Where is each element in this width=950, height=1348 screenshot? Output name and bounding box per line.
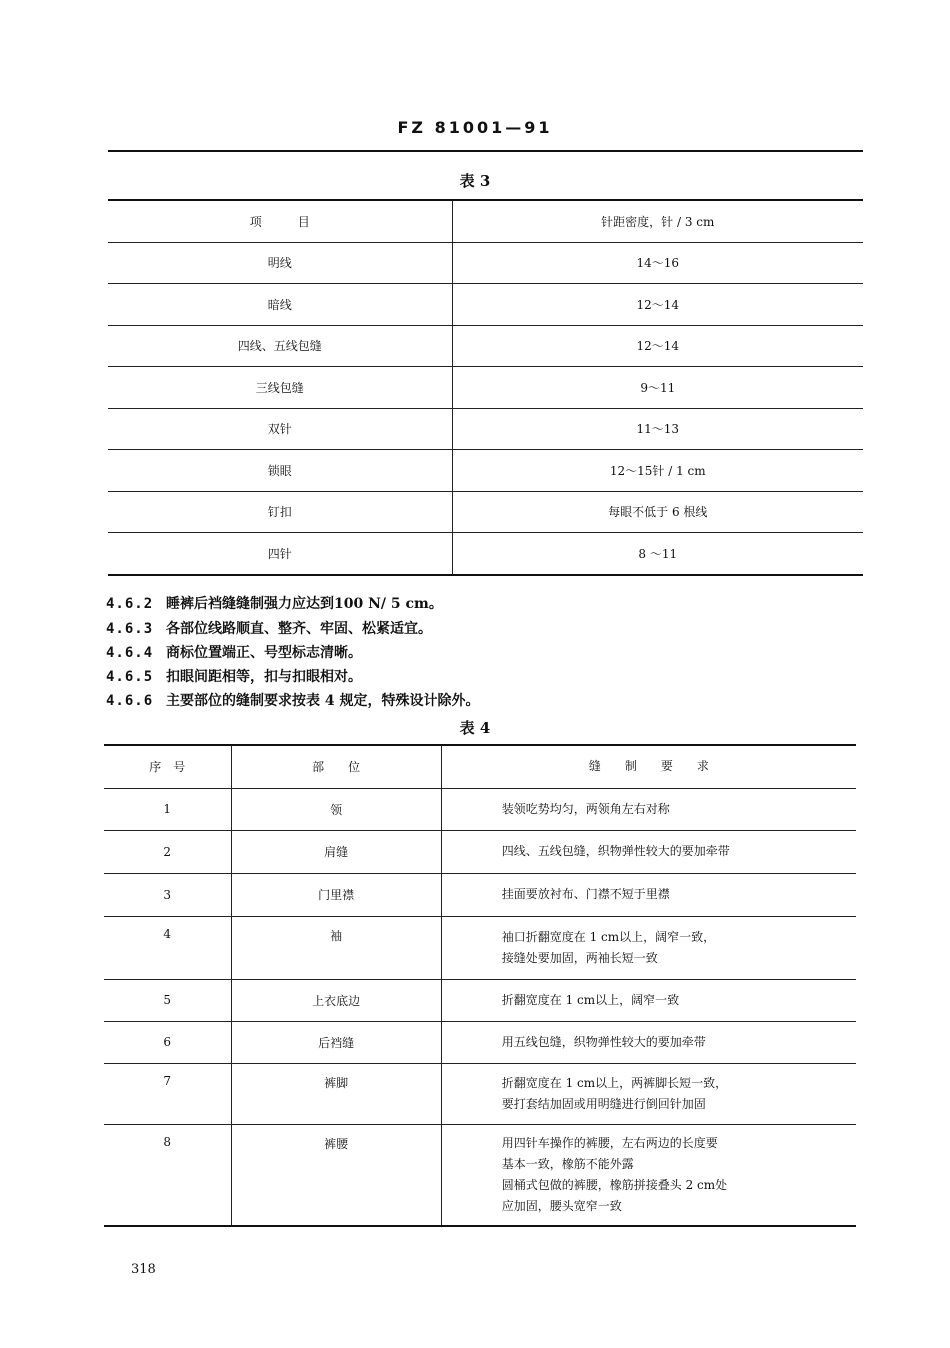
- req-line: 折翻宽度在 1 cm以上，两裤脚长短一致，: [501, 1075, 728, 1090]
- clause-number: 4.6.5: [106, 669, 154, 685]
- table3-item: 明线: [108, 242, 452, 284]
- table3-header-density: 针距密度，针 / 3 cm: [601, 214, 715, 229]
- clause-4-6-2: [106, 594, 443, 614]
- table4-req: [441, 979, 856, 1021]
- table3-header-row: [108, 200, 863, 242]
- table3-density: 12～14: [452, 325, 863, 367]
- table-row: [108, 284, 863, 326]
- clause-number: 4.6.3: [106, 621, 154, 637]
- req-line: 要打套结加固或用明缝进行倒回针加固: [501, 1096, 706, 1111]
- table-row: [104, 1063, 856, 1124]
- req-line: 装领吃势均匀，两领角左右对称: [501, 801, 670, 816]
- table3-item: 双针: [108, 408, 452, 450]
- table4-part: 裤脚: [231, 1063, 441, 1124]
- table4-no: 3: [104, 873, 231, 916]
- table3-item: 钉扣: [108, 491, 452, 533]
- standard-code: FZ 81001—91: [397, 118, 553, 137]
- table4-no: 8: [104, 1124, 231, 1226]
- clause-number: 4.6.2: [106, 596, 154, 612]
- table-row: [108, 491, 863, 533]
- table-row: [104, 830, 856, 873]
- table4-no: 4: [104, 916, 231, 979]
- table4-req: [441, 873, 856, 916]
- page-number: 318: [131, 1262, 156, 1277]
- table-row: [104, 788, 856, 830]
- table3-caption: 表 3: [459, 172, 491, 190]
- table4-no: 7: [104, 1063, 231, 1124]
- table4-part: 上衣底边: [231, 979, 441, 1021]
- table4-req: [441, 1124, 856, 1226]
- table3-header-item: 项 目: [108, 200, 452, 242]
- req-line: 用四针车操作的裤腰，左右两边的长度要: [501, 1135, 718, 1150]
- clause-4-6-4: [106, 643, 362, 663]
- table-row: [104, 873, 856, 916]
- clause-4-6-3: [106, 619, 432, 639]
- table3-item: 四线、五线包缝: [108, 325, 452, 367]
- table3-item: 三线包缝: [108, 367, 452, 409]
- table-row: [104, 979, 856, 1021]
- table4-no: 5: [104, 979, 231, 1021]
- req-line: 圆桶式包做的裤腰，橡筋拼接叠头 2 cm处: [501, 1177, 728, 1192]
- table3-item: 暗线: [108, 284, 452, 326]
- req-line: 接缝处要加固，两袖长短一致: [501, 950, 658, 965]
- clause-text: 扣眼间距相等，扣与扣眼相对。: [166, 669, 362, 685]
- clause-text: 各部位线路顺直、整齐、牢固、松紧适宜。: [166, 621, 432, 637]
- clause-4-6-6: [106, 691, 480, 711]
- req-line: 用五线包缝，织物弹性较大的要加牵带: [501, 1034, 706, 1049]
- table4-req: [441, 1063, 856, 1124]
- table4-part: 门里襟: [231, 873, 441, 916]
- table-row: [108, 367, 863, 409]
- table4-req: [441, 788, 856, 830]
- table3-item: 四针: [108, 533, 452, 575]
- table3-density: 8 ～11: [452, 533, 863, 575]
- table4-header-row: [104, 745, 856, 788]
- table4-header-req: 缝 制 要 求: [588, 759, 709, 774]
- table-row: [108, 242, 863, 284]
- req-line: 挂面要放衬布、门襟不短于里襟: [501, 887, 670, 901]
- table4-part: 裤腰: [231, 1124, 441, 1226]
- req-line: 四线、五线包缝，织物弹性较大的要加牵带: [501, 844, 730, 858]
- clause-text: 商标位置端正、号型标志清晰。: [166, 645, 362, 661]
- req-line: 应加固，腰头宽窄一致: [501, 1198, 622, 1213]
- table4-req: [441, 1021, 856, 1063]
- table4-caption: 表 4: [459, 719, 491, 737]
- table4-no: 6: [104, 1021, 231, 1063]
- clause-4-6-5: [106, 667, 362, 687]
- req-line: 基本一致，橡筋不能外露: [501, 1156, 634, 1171]
- clause-number: 4.6.6: [106, 693, 154, 709]
- table3-item: 锁眼: [108, 450, 452, 492]
- table4-part: 肩缝: [231, 830, 441, 873]
- clause-number: 4.6.4: [106, 645, 154, 661]
- table-row: [104, 916, 856, 979]
- table3-density: 12～15针 / 1 cm: [452, 450, 863, 492]
- table4-part: 袖: [231, 916, 441, 979]
- table3-density: 每眼不低于 6 根线: [452, 491, 863, 533]
- req-line: 折翻宽度在 1 cm以上，阔窄一致: [501, 992, 680, 1007]
- table-row: [104, 1021, 856, 1063]
- table4-req: [441, 916, 856, 979]
- table4-header-part: 部 位: [231, 745, 441, 788]
- table-4: [104, 744, 856, 1227]
- table3-density: 11～13: [452, 408, 863, 450]
- table4-header-no: 序 号: [104, 745, 231, 788]
- clause-text: 主要部位的缝制要求按表 4 规定，特殊设计除外。: [166, 693, 480, 709]
- table4-no: 1: [104, 788, 231, 830]
- table4-part: 领: [231, 788, 441, 830]
- table-row: [108, 408, 863, 450]
- table-row: [108, 450, 863, 492]
- table4-part: 后裆缝: [231, 1021, 441, 1063]
- table3-density: 12～14: [452, 284, 863, 326]
- table-row: [108, 325, 863, 367]
- table4-no: 2: [104, 830, 231, 873]
- clause-text: 睡裤后裆缝缝制强力应达到100 N/ 5 cm。: [166, 596, 443, 612]
- table-3: [108, 199, 863, 576]
- table3-density: 14～16: [452, 242, 863, 284]
- table3-density: 9～11: [452, 367, 863, 409]
- table-row: [104, 1124, 856, 1226]
- header-rule: [108, 150, 863, 152]
- req-line: 袖口折翻宽度在 1 cm以上，阔窄一致，: [501, 929, 716, 944]
- table4-req: [441, 830, 856, 873]
- table-row: [108, 533, 863, 575]
